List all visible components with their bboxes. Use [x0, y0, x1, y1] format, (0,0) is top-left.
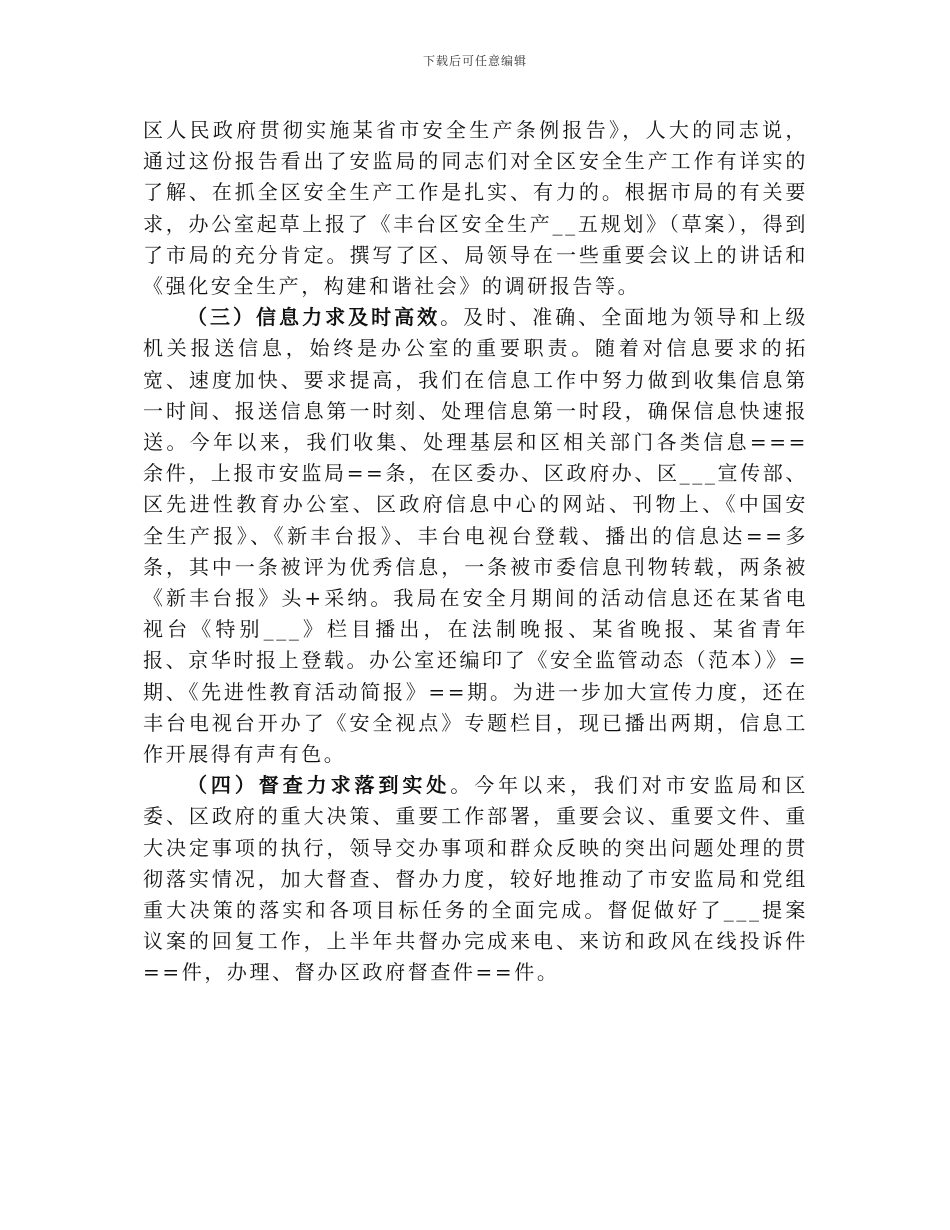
paragraph-supervision: [143, 770, 808, 988]
paragraph-information: [143, 302, 808, 770]
section-heading-supervision: （四）督查力求落到实处: [187, 773, 451, 798]
paragraph-text: 。今年以来，我们对市安监局和区委、区政府的重大决策、重要工作部署，重要会议、重要文件、重大决定事项的执行，领导交办事项和群众反映的突出问题处理的贯彻落实情况，加大督查、督办力度，较好地推动了市安监局和党组重大决策的落实和各项目标任务的全面完成。督促做好了___提案议案的回复工作，上半年共督办完成来电、来访和政风在线投诉件==件，办理、督办区政府督查件==件。: [143, 773, 808, 985]
section-heading-information: （三）信息力求及时高效: [187, 305, 441, 330]
paragraph-continued: [143, 115, 808, 302]
document-body: [143, 115, 808, 989]
page-header: 下载后可任意编辑: [422, 54, 527, 68]
paragraph-text: 。及时、准确、全面地为领导和上级机关报送信息，始终是办公室的重要职责。随着对信息要求的拓宽、速度加快、要求提高，我们在信息工作中努力做到收集信息第一时间、报送信息第一时刻、处理信息第一时段，确保信息快速报送。今年以来，我们收集、处理基层和区相关部门各类信息===余件，上报市安监局==条，在区委办、区政府办、区___宣传部、区先进性教育办公室、区政府信息中心的网站、刊物上、《中国安全生产报》、《新丰台报》、丰台电视台登载、播出的信息达==多条，其中一条被评为优秀信息，一条被市委信息刊物转载，两条被《新丰台报》头+采纳。我局在安全月期间的活动信息还在某省电视台《特别___》栏目播出，在法制晚报、某省晚报、某省青年报、京华时报上登载。办公室还编印了《安全监管动态（范本）》=期、《先进性教育活动简报》==期。为进一步加大宣传力度，还在丰台电视台开办了《安全视点》专题栏目，现已播出两期，信息工作开展得有声有色。: [143, 305, 808, 767]
paragraph-text: 区人民政府贯彻实施某省市安全生产条例报告》，人大的同志说，通过这份报告看出了安监局的同志们对全区安全生产工作有详实的了解、在抓全区安全生产工作是扎实、有力的。根据市局的有关要求，办公室起草上报了《丰台区安全生产__五规划》（草案），得到了市局的充分肯定。撰写了区、局领导在一些重要会议上的讲话和《强化安全生产，构建和谐社会》的调研报告等。: [143, 118, 808, 299]
